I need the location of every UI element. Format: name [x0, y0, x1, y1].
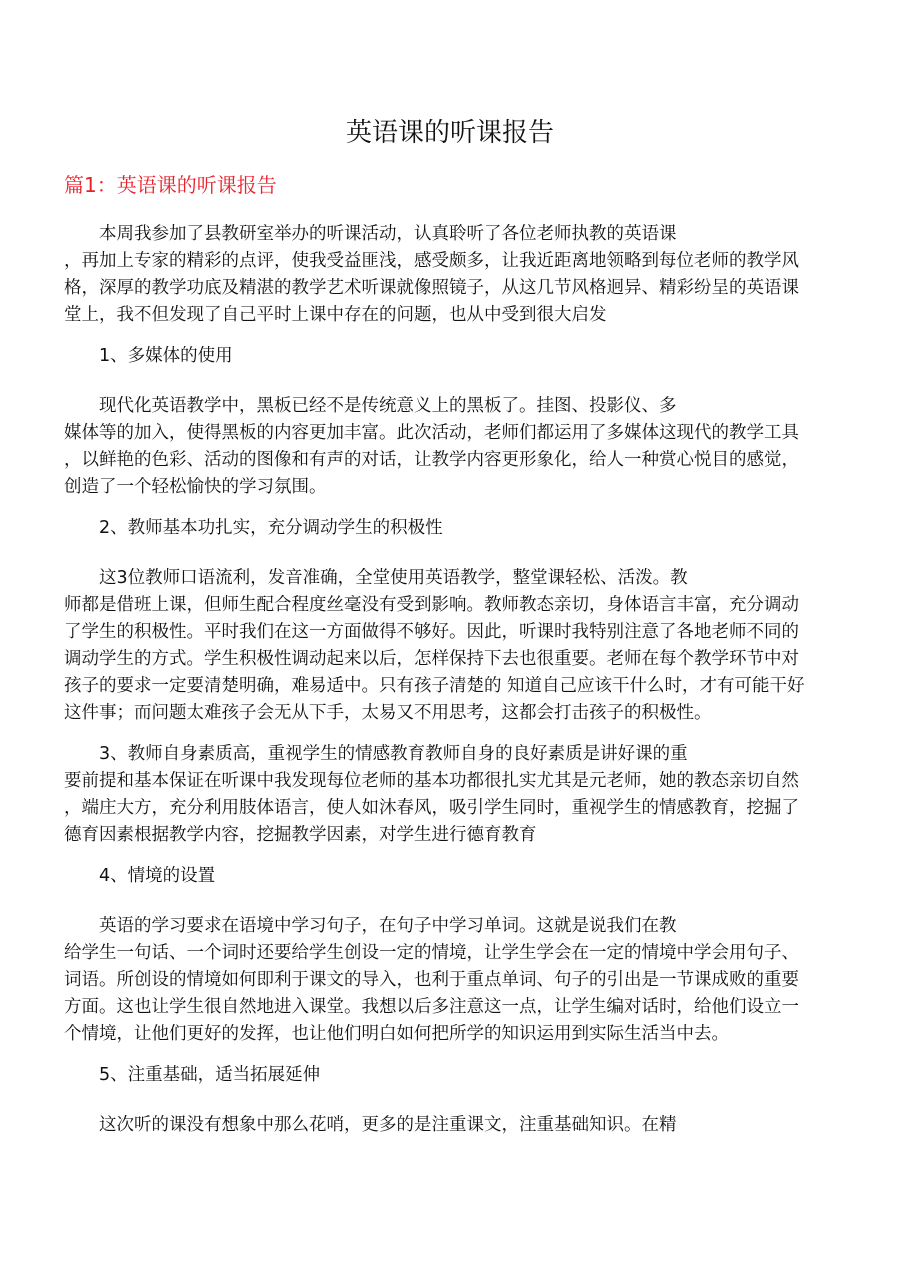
text-line: 本周我参加了县教研室举办的听课活动，认真聆听了各位老师执教的英语课 — [99, 224, 677, 244]
text-line: 方面。这也让学生很自然地进入课堂。我想以后多注意这一点，让学生编对话时，给他们设立一 — [64, 997, 799, 1017]
paragraph — [64, 1112, 839, 1139]
section-title: 篇1：英语课的听课报告 — [64, 173, 277, 197]
text-line: 师都是借班上课，但师生配合程度丝毫没有受到影响。教师教态亲切，身体语言丰富，充分调动 — [64, 595, 799, 615]
section-heading: 1、多媒体的使用 — [99, 346, 233, 366]
text-line: ，端庄大方，充分利用肢体语言，使人如沐春风，吸引学生同时，重视学生的情感教育，挖掘了 — [64, 798, 799, 818]
text-line: 德育因素根据教学内容，挖掘教学因素，对学生进行德育教育 — [64, 825, 537, 845]
section-heading: 4、情境的设置 — [99, 866, 216, 886]
text-line: 给学生一句话、一个词时还要给学生创设一定的情境，让学生学会在一定的情境中学会用句子、 — [64, 943, 799, 963]
paragraph — [64, 393, 839, 501]
text-line: 这次听的课没有想象中那么花哨，更多的是注重课文，注重基础知识。在精 — [99, 1115, 677, 1135]
text-line: 3、教师自身素质高，重视学生的情感教育教师自身的良好素质是讲好课的重 — [99, 744, 688, 764]
document-title: 英语课的听课报告 — [345, 118, 554, 148]
text-line: 孩子的要求一定要清楚明确，难易适中。只有孩子清楚的 知道自己应该干什么时，才有可能干好 — [64, 676, 805, 696]
text-line: 调动学生的方式。学生积极性调动起来以后，怎样保持下去也很重要。老师在每个教学环节中对 — [64, 649, 799, 669]
text-line: 创造了一个轻松愉快的学习氛围。 — [64, 477, 327, 497]
paragraph — [64, 741, 839, 849]
text-line: 词语。所创设的情境如何即利于课文的导入，也利于重点单词、句子的引出是一节课成败的重要 — [64, 970, 799, 990]
paragraph — [64, 221, 839, 329]
document-body — [64, 221, 839, 1153]
section-heading: 5、注重基础，适当拓展延伸 — [99, 1065, 321, 1085]
paragraph — [64, 913, 839, 1048]
text-line: ，以鲜艳的色彩、活动的图像和有声的对话，让教学内容更形象化，给人一种赏心悦目的感觉， — [64, 450, 799, 470]
section-heading: 2、教师基本功扎实，充分调动学生的积极性 — [99, 518, 443, 538]
text-line: 堂上，我不但发现了自己平时上课中存在的问题，也从中受到很大启发 — [64, 305, 607, 325]
text-line: 要前提和基本保证在听课中我发现每位老师的基本功都很扎实尤其是元老师，她的教态亲切自然 — [64, 771, 799, 791]
text-line: 现代化英语教学中，黑板已经不是传统意义上的黑板了。挂图、投影仪、多 — [99, 396, 677, 416]
text-line: 这件事；而问题太难孩子会无从下手，太易又不用思考，这都会打击孩子的积极性。 — [64, 703, 712, 723]
text-line: 这3位教师口语流利，发音准确，全堂使用英语教学，整堂课轻松、活泼。教 — [99, 568, 688, 588]
text-line: ，再加上专家的精彩的点评，使我受益匪浅，感受颇多，让我近距离地领略到每位老师的教学风 — [64, 251, 799, 271]
text-line: 格，深厚的教学功底及精湛的教学艺术听课就像照镜子，从这几节风格迥异、精彩纷呈的英语课 — [64, 278, 799, 298]
paragraph — [64, 565, 839, 727]
text-line: 英语的学习要求在语境中学习句子，在句子中学习单词。这就是说我们在教 — [99, 916, 677, 936]
text-line: 个情境，让他们更好的发挥，也让他们明白如何把所学的知识运用到实际生活当中去。 — [64, 1024, 729, 1044]
text-line: 了学生的积极性。平时我们在这一方面做得不够好。因此，听课时我特别注意了各地老师不同的 — [64, 622, 799, 642]
text-line: 媒体等的加入，使得黑板的内容更加丰富。此次活动，老师们都运用了多媒体这现代的教学工具 — [64, 423, 799, 443]
